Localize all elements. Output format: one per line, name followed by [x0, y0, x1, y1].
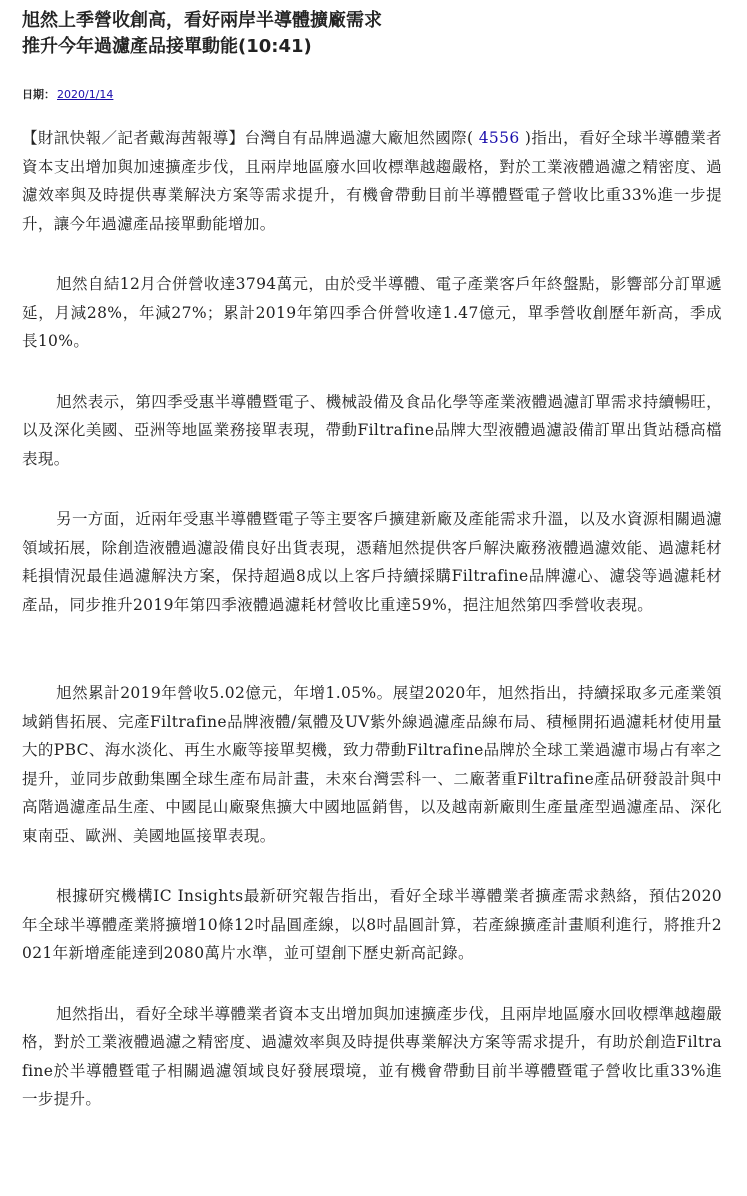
- dateline: [22, 88, 722, 102]
- paragraph-6: 根據研究機構IC Insights最新研究報告指出，看好全球半導體業者擴產需求熱絡，預估2020年全球半導體產業將擴增10條12吋晶圓產線，以8吋晶圓計算，若產線擴產計畫順利進行，將推升2021年新增產能達到2080萬片水準，並可望創下歷史新高記錄。: [22, 887, 722, 962]
- headline-line-2: 推升今年過濾產品接單動能(10:41): [22, 36, 312, 57]
- stock-code-link[interactable]: 4556: [473, 129, 525, 147]
- paragraph-2: 旭然自結12月合併營收達3794萬元，由於受半導體、電子產業客戶年終盤點，影響部分訂單遞延，月減28%，年減27%；累計2019年第四季合併營收達1.47億元，單季營收創歷年新高，季成長10%。: [22, 275, 722, 350]
- paragraph-3: 旭然表示，第四季受惠半導體暨電子、機械設備及食品化學等產業液體過濾訂單需求持續暢旺，以及深化美國、亞洲等地區業務接單表現，帶動Filtrafine品牌大型液體過濾設備訂單出貨站穩高檔表現。: [22, 392, 722, 468]
- headline-line-1: 旭然上季營收創高，看好兩岸半導體擴廠需求: [22, 10, 382, 31]
- paragraph-4: 另一方面，近兩年受惠半導體暨電子等主要客戶擴建新廠及產能需求升溫，以及水資源相關過濾領域拓展，除創造液體過濾設備良好出貨表現，憑藉旭然提供客戶解決廠務液體過濾效能、過濾耗材耗損情況最佳過濾解決方案，保持超過8成以上客戶持續採購Filtrafine品牌濾心、濾袋等過濾耗材產品，同步推升2019年第四季液體過濾耗材營收比重達59%，挹注旭然第四季營收表現。: [22, 510, 722, 614]
- article-body: [22, 124, 722, 1114]
- news-article: [22, 8, 722, 1114]
- lead-text-before-stock: 【財訊快報／記者戴海茜報導】台灣自有品牌過濾大廠旭然國際(: [22, 129, 474, 147]
- paragraph-5: 旭然累計2019年營收5.02億元，年增1.05%。展望2020年，旭然指出，持續採取多元產業領域銷售拓展、完產Filtrafine品牌液體/氣體及UV紫外線過濾產品線布局、積極開拓過濾耗材使用量大的PBC、海水淡化、再生水廠等接單契機，致力帶動Filtrafine品牌於全球工業過濾市場占有率之提升，並同步啟動集團全球生產布局計畫，未來台灣雲科一、二廠著重Filtrafine產品研發設計與中高階過濾產品生產、中國昆山廠聚焦擴大中國地區銷售，以及越南新廠則生產量產型過濾產品、深化東南亞、歐洲、美國地區接單表現。: [22, 684, 722, 845]
- lead-paragraph: [22, 124, 722, 238]
- article-headline: [22, 8, 722, 60]
- paragraph-7: 旭然指出，看好全球半導體業者資本支出增加與加速擴產步伐，且兩岸地區廢水回收標準越趨嚴格，對於工業液體過濾之精密度、過濾效率與及時提供專業解決方案等需求提升，有助於創造Filtrafine於半導體暨電子相關過濾領域良好發展環境，並有機會帶動目前半導體暨電子營收比重33%進一步提升。: [22, 1004, 722, 1108]
- date-label: 日期：: [22, 88, 55, 101]
- lead-text-after-stock: )指出，看好全球半導體業者資本支出增加與加速擴產步伐，且兩岸地區廢水回收標準越趨嚴格，對於工業液體過濾之精密度、過濾效率與及時提供專業解決方案等需求提升，有機會帶動目前半導體暨電子營收比重33%進一步提升，讓今年過濾產品接單動能增加。: [22, 129, 722, 233]
- date-link[interactable]: 2020/1/14: [57, 88, 114, 101]
